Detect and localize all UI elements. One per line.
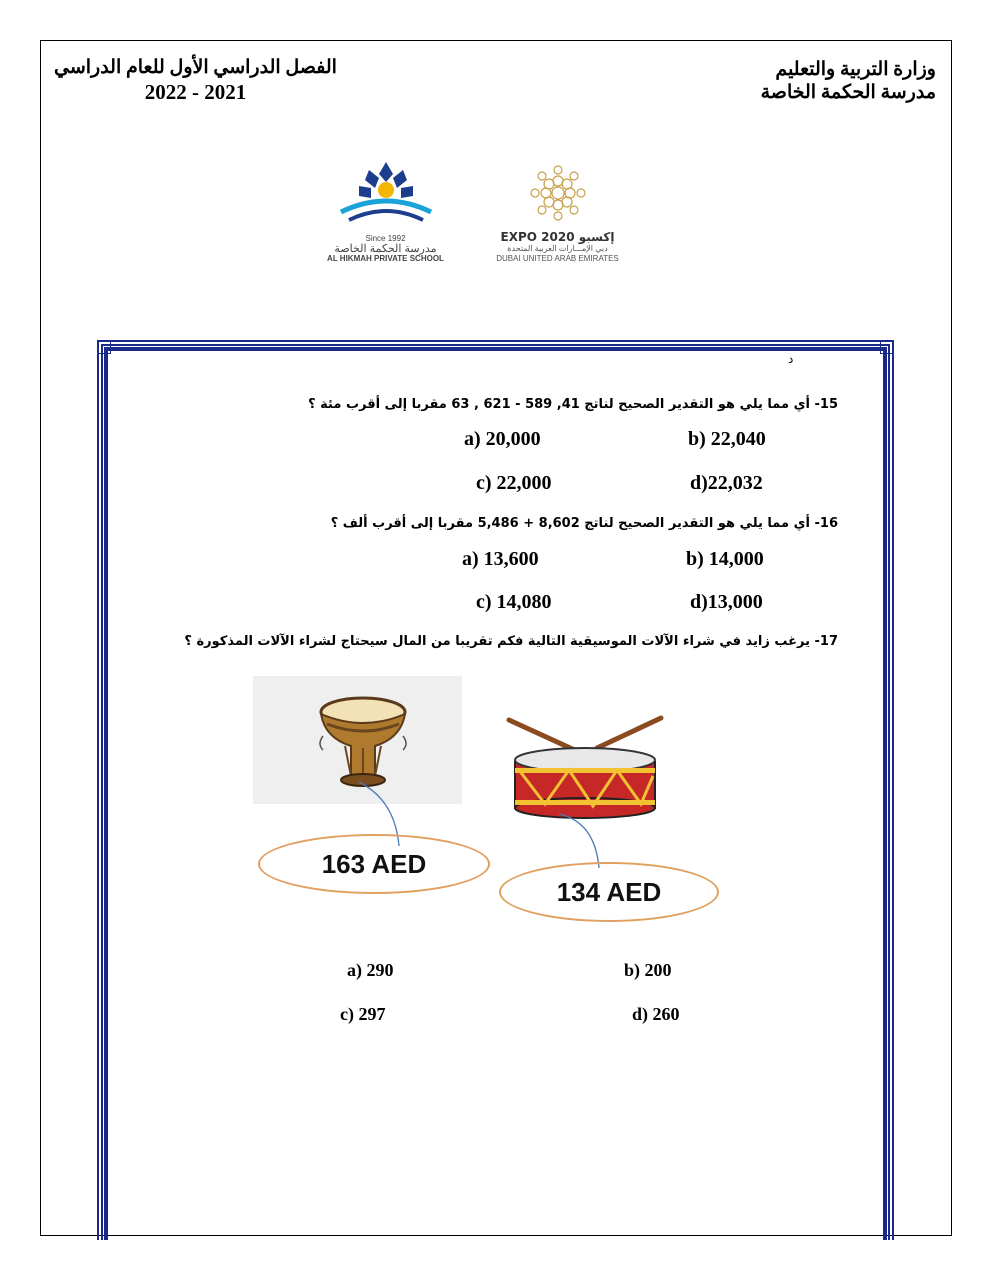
stray-mark: د	[788, 352, 794, 366]
school-logo	[318, 160, 453, 275]
expo-emblem-icon	[528, 160, 588, 226]
school-emblem-icon	[331, 160, 441, 230]
q15-option-a: a) 20,000	[464, 428, 541, 450]
expo-ar: دبي الإمـــارات العربية المتحدة	[507, 244, 608, 253]
question-16: 16- أي مما يلي هو التقدير الصحيح لناتج 8,602 + 5,486 مقربا إلى أقرب ألف ؟	[330, 516, 838, 531]
frame-corner	[97, 340, 111, 354]
semester-label: الفصل الدراسي الأول للعام الدراسي	[54, 57, 337, 78]
q17-option-b: b) 200	[624, 960, 672, 980]
school-since: Since 1992	[365, 234, 406, 243]
price-darbuka: 163 AED	[258, 834, 490, 894]
snare-drum-image	[505, 712, 665, 822]
question-17: 17- يرغب زايد في شراء الآلات الموسيقية التالية فكم تقريبا من المال سيحتاج لشراء الآلات المذكورة ؟	[184, 634, 838, 649]
q15-option-b: b) 22,040	[688, 428, 766, 450]
q16-option-d: d)13,000	[690, 591, 763, 613]
expo-logo	[495, 160, 620, 275]
expo-title: EXPO 2020 إكسبو	[500, 230, 615, 244]
header-right	[761, 58, 936, 104]
q15-option-d: d)22,032	[690, 472, 763, 494]
q16-option-c: c) 14,080	[476, 591, 552, 613]
expo-en: DUBAI UNITED ARAB EMIRATES	[496, 254, 619, 263]
question-15: 15- أي مما يلي هو التقدير الصحيح لناتج 41, 589 - 621 , 63 مقربا إلى أقرب مئة ؟	[308, 397, 838, 412]
academic-year: 2022 - 2021	[144, 80, 247, 104]
q17-option-a: a) 290	[347, 960, 394, 980]
q16-option-b: b) 14,000	[686, 548, 764, 570]
q16-option-a: a) 13,600	[462, 548, 539, 570]
school-logo-ar: مدرسة الحكمة الخاصة	[334, 243, 437, 255]
frame-corner	[880, 340, 894, 354]
q17-option-d: d) 260	[632, 1004, 680, 1024]
header-left	[54, 56, 337, 104]
q15-option-c: c) 22,000	[476, 472, 552, 494]
ministry-name: وزارة التربية والتعليم	[775, 59, 936, 80]
school-name: مدرسة الحكمة الخاصة	[760, 82, 936, 103]
price-snare: 134 AED	[499, 862, 719, 922]
school-logo-en: AL HIKMAH PRIVATE SCHOOL	[327, 254, 444, 263]
q17-option-c: c) 297	[340, 1004, 386, 1024]
